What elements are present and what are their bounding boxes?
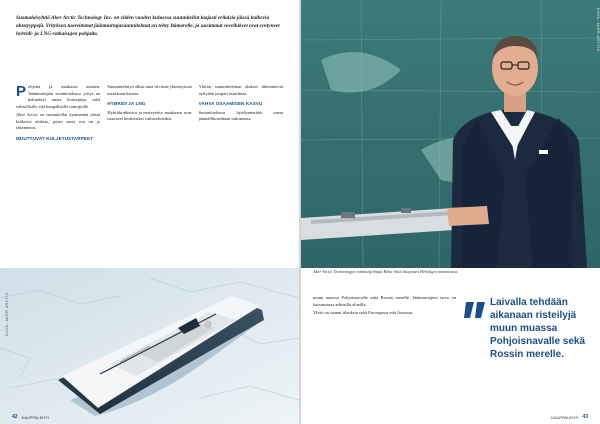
subhead-2: HYBRIDI JA LNG <box>107 101 146 106</box>
left-page-number: 42 <box>12 414 18 420</box>
article-column-1 <box>16 84 100 256</box>
article-column-3 <box>199 84 283 256</box>
article-column-2 <box>107 84 191 256</box>
article-intro: Suomalaisyhtiö Aker Arctic Technology Inc. on viiden vuoden kuluessa suunnitellut laajasti erilaisia jäissä kulkevia alustyyppejä. Yrityksen tuoreimmat jäänmurtajasuunnitelmat on tehty Itämerelle, ja uusimmat sovellukset ovat syntyneet hybridi- ja LNG-ratkaisujen pohjalta. <box>16 15 280 38</box>
right-folio <box>551 414 588 420</box>
article-columns <box>16 84 283 256</box>
pull-quote-text: Laivalla tehdään aikanaan risteilyjä muun muassa Pohjoisnavalle sekä Rossin merelle. <box>490 297 586 360</box>
subhead-3: VAHVA OSAAMISEN KASVU <box>198 101 263 106</box>
left-page <box>0 0 299 424</box>
column-1-paragraph-1: Pohjetta ja asiakasta auttaen. Jäänmurtajien suunnittelussa yritys on kehittänyt uusia konsepteja sekä valtiollisille että kaupallisille toimijoille. <box>16 84 101 109</box>
column-2-paragraph-2: Hybridiratkaisut ja nesteytetty maakaasu ovat nousseet keskeisiksi vaihtoehdoiksi. <box>107 109 192 121</box>
left-magazine-name: KAUPPALEHTI <box>21 414 49 420</box>
right-paragraph-1: muun muassa Pohjoisnavalle sekä Rossin merelle. Jäänmurtajien tarve on kasvamassa arktisilla alueilla. <box>313 295 456 307</box>
right-article-body <box>313 295 456 407</box>
column-1-paragraph-2: Aker Arctic on suunnitellut kymmeniä jäissä kulkevia aluksia, joista suuri osa on jo rakennettu. <box>16 112 101 130</box>
photo-caption: Aker Arctic Technologyn toimitusjohtaja Reko-Antti Suojanen Helsingin toimistossa. <box>313 269 459 274</box>
icebreaker-ship-photo <box>0 268 299 424</box>
column-3-paragraph-1: Yhtiön suunnittelemat alukset liikennöivät nykyään ympäri maailmaa. <box>198 84 283 96</box>
portrait-photo-credit: KUVA: AKER ARCTIC <box>596 8 600 52</box>
quote-mark-icon <box>464 298 488 320</box>
column-3-paragraph-2: Suunnittelussa hyödynnetään omaa jäämallikoealtaan tutkimusta. <box>198 109 283 121</box>
subhead-1: MUUTTUVAT KULJETUSTARPEET <box>16 135 94 141</box>
left-folio <box>12 414 49 420</box>
drop-cap: P <box>16 84 27 100</box>
right-page-number: 43 <box>582 414 588 420</box>
right-magazine-name: KAUPPALEHTI <box>551 414 579 420</box>
right-paragraph-2: Yhtiö on saanut tilauksia sekä Euroopasta että Aasiasta. <box>313 310 414 315</box>
column-2-paragraph-1: Suunnittelutyö alkaa aina tiiviissä yhteistyössä asiakkaan kanssa. <box>107 84 192 96</box>
right-page <box>301 0 600 424</box>
ship-photo-credit: KUVA: AKER ARCTIC <box>5 292 9 336</box>
